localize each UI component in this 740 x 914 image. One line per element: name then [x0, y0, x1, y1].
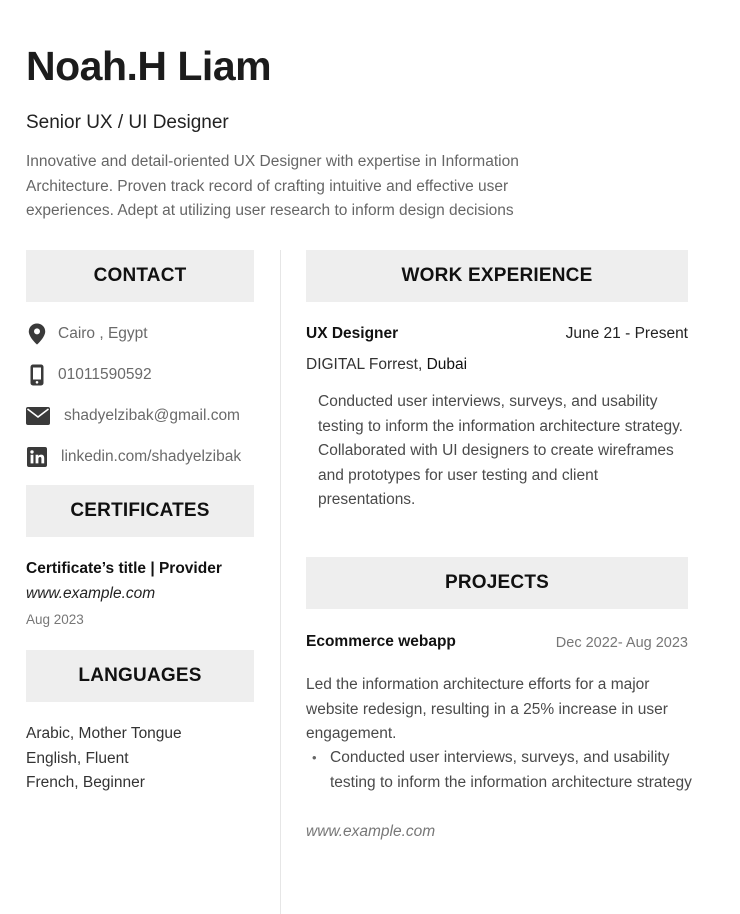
candidate-role: Senior UX / UI Designer: [26, 112, 229, 133]
certificate-date: Aug 2023: [26, 612, 84, 627]
certificate-title: Certificate’s title | Provider: [26, 560, 222, 577]
location-pin-icon: [26, 323, 48, 345]
contact-linkedin: [26, 446, 241, 468]
linkedin-text[interactable]: linkedin.com/shadyelzibak: [61, 448, 242, 465]
project-bullet: [312, 746, 692, 795]
job-description: [318, 390, 690, 513]
job-date: June 21 - Present: [565, 325, 688, 342]
job-description-line: Conducted user interviews, surveys, and usability testing to inform the information architecture strategy.: [318, 393, 683, 435]
language-item: Arabic, Mother Tongue: [26, 725, 182, 742]
envelope-icon: [26, 405, 50, 427]
languages-list: [26, 722, 182, 796]
company-city: Dubai: [426, 356, 468, 373]
job-company: [306, 355, 467, 375]
contact-phone: [26, 364, 152, 386]
certificate-url[interactable]: www.example.com: [26, 585, 156, 602]
bullet-dot-icon: •: [312, 750, 317, 765]
profile-summary: Innovative and detail-oriented UX Designer with expertise in Information Architecture. Proven track record of crafting intuitive and effective user experiences. Adept at utilizing user research to inform design decisions: [26, 153, 519, 219]
contact-heading: CONTACT: [26, 250, 254, 302]
phone-icon: [26, 364, 48, 386]
contact-email: [26, 405, 240, 427]
certificates-heading: CERTIFICATES: [26, 485, 254, 537]
job-title: UX Designer: [306, 325, 399, 342]
job-description-line: Collaborated with UI designers to create wireframes and prototypes for user testing and client presentations.: [318, 442, 674, 508]
company-name: DIGITAL Forrest,: [306, 356, 423, 373]
project-title: Ecommerce webapp: [306, 633, 456, 650]
language-item: French, Beginner: [26, 774, 145, 791]
column-divider: [280, 250, 281, 914]
project-bullet-text: Conducted user interviews, surveys, and usability testing to inform the information architecture strategy: [330, 749, 692, 791]
project-description: Led the information architecture efforts for a major website redesign, resulting in a 25% increase in user engagement.: [306, 676, 668, 742]
candidate-name: Noah.H Liam: [26, 43, 272, 89]
phone-text[interactable]: 01011590592: [58, 366, 152, 383]
language-item: English, Fluent: [26, 749, 129, 767]
linkedin-icon: [26, 446, 48, 468]
languages-heading: LANGUAGES: [26, 650, 254, 702]
project-date: Dec 2022- Aug 2023: [555, 635, 688, 651]
projects-heading: PROJECTS: [306, 557, 688, 609]
work-experience-heading: WORK EXPERIENCE: [306, 250, 688, 302]
project-url[interactable]: www.example.com: [306, 823, 436, 840]
location-text: Cairo , Egypt: [58, 325, 148, 342]
email-text[interactable]: shadyelzibak@gmail.com: [64, 407, 240, 424]
contact-location: [26, 323, 148, 345]
